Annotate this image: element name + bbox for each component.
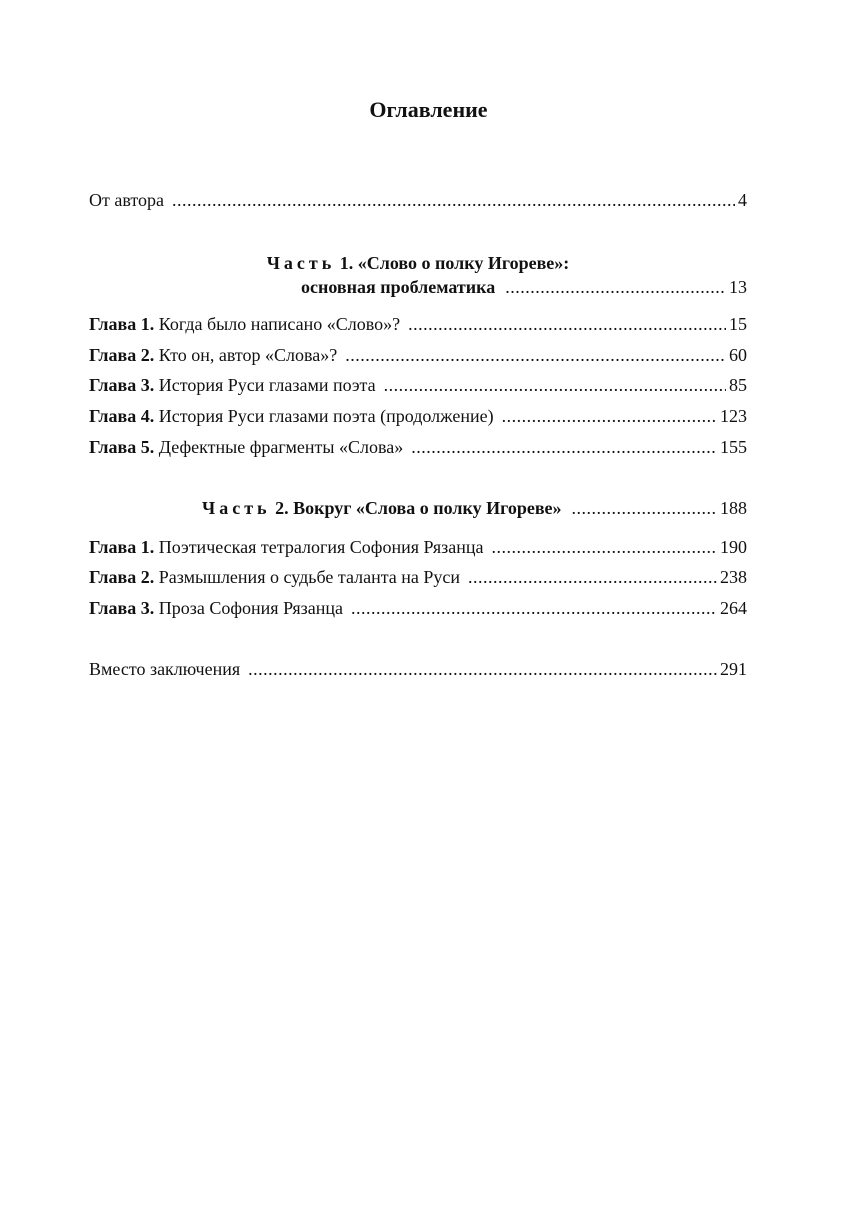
toc-page-number: 60 [729,345,747,365]
part-title: Вокруг «Слова о полку Игореве» [293,498,562,518]
chapter-prefix: Глава 2. [89,567,155,587]
part1-heading[interactable] [89,251,747,275]
toc-page-number: 264 [720,598,747,618]
dot-leader [408,312,726,336]
toc-entry-label [89,312,400,336]
dot-leader [345,343,726,367]
toc-entry-part2-chapter3[interactable] [89,596,747,620]
chapter-title: История Руси глазами поэта (продолжение) [158,406,494,426]
toc-page-number: 190 [720,537,747,557]
dot-leader [491,535,717,559]
chapter-title: Когда было написано «Слово»? [158,314,401,334]
chapter-title: Дефектные фрагменты «Слова» [158,437,404,457]
dot-leader [502,404,717,428]
toc-entry-label [89,596,343,620]
part-prefix: Часть [202,498,271,518]
dot-leader [505,275,725,299]
chapter-title: Проза Софония Рязанца [158,598,344,618]
toc-page-number: 4 [738,190,747,210]
chapter-prefix: Глава 3. [89,375,155,395]
toc-entry-conclusion[interactable] [89,657,747,681]
toc-entry-label [89,373,376,397]
part-title-line2: основная проблематика [301,277,496,297]
toc-page-number: 155 [720,437,747,457]
part-number: 1. [339,253,354,273]
toc-entry-label [89,404,494,428]
page-title: Оглавление [369,97,488,122]
toc-entry-label [89,565,460,589]
dot-leader [384,373,726,397]
toc-entry-part1-chapter3[interactable] [89,373,747,397]
toc-entry-label [89,535,483,559]
part-number: 2. [275,498,289,518]
dot-leader [351,596,717,620]
part-title-line1: «Слово о полку Игореве»: [357,253,570,273]
part-heading-text [202,496,562,520]
toc-entry-part2-chapter2[interactable] [89,565,747,589]
toc-page-number: 188 [720,498,747,518]
chapter-prefix: Глава 5. [89,437,155,457]
dot-leader [411,435,717,459]
toc-entry-label: Вместо заключения [89,659,241,679]
dot-leader [172,188,735,212]
part1-heading-line2[interactable] [301,275,747,299]
dot-leader [572,496,716,520]
toc-entry-part1-chapter5[interactable] [89,435,747,459]
toc-entry-label [89,343,337,367]
chapter-prefix: Глава 4. [89,406,155,426]
chapter-title: История Руси глазами поэта [158,375,376,395]
chapter-prefix: Глава 1. [89,314,155,334]
toc-entry-part1-chapter4[interactable] [89,404,747,428]
toc-entry-preface[interactable] [89,188,747,212]
chapter-prefix: Глава 3. [89,598,155,618]
part-prefix: Часть [266,253,336,273]
dot-leader [248,657,717,681]
toc-page-number: 238 [720,567,747,587]
part2-heading[interactable] [202,496,747,520]
dot-leader [468,565,717,589]
toc-entry-label [89,435,403,459]
toc-entry-part2-chapter1[interactable] [89,535,747,559]
toc-page-number: 15 [729,314,747,334]
toc-page-number: 123 [720,406,747,426]
toc-page-number: 13 [729,277,747,297]
chapter-title: Поэтическая тетралогия Софония Рязанца [158,537,484,557]
toc-entry-part1-chapter1[interactable] [89,312,747,336]
toc-entry-label: От автора [89,190,165,210]
toc-page-number: 291 [720,659,747,679]
chapter-title: Кто он, автор «Слова»? [158,345,338,365]
chapter-title: Размышления о судьбе таланта на Руси [158,567,461,587]
chapter-prefix: Глава 2. [89,345,155,365]
chapter-prefix: Глава 1. [89,537,155,557]
toc-page-number: 85 [729,375,747,395]
toc-entry-part1-chapter2[interactable] [89,343,747,367]
